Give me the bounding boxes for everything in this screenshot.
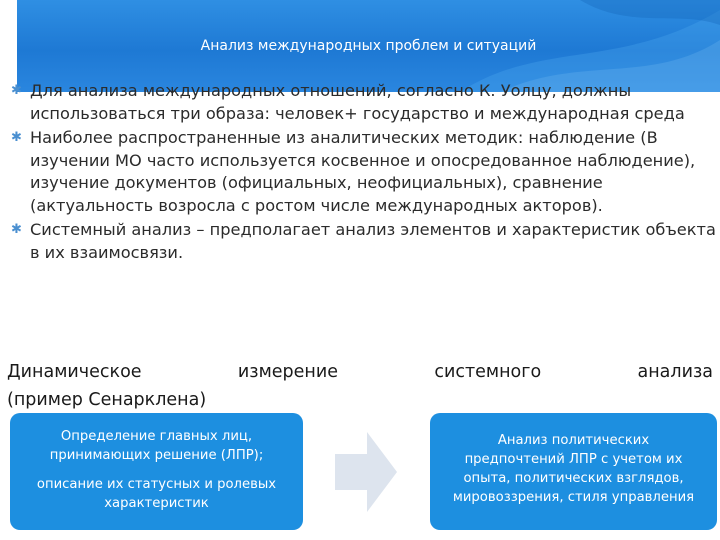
heading-word: системного [434,362,542,382]
heading-word: анализа [637,362,713,382]
right-arrow-icon [335,432,397,512]
box-text: принимающих решение (ЛПР); [49,448,264,463]
heading-line2: (пример Сенарклена) [7,390,207,410]
diagram-box-right [430,413,717,530]
bullet-text: Для анализа международных отношений, согласно К. Уолцу, должны использоваться три образа: человек+ государство и международная среда [30,81,685,123]
slide-title: Анализ международных проблем и ситуаций [200,38,537,54]
asterisk-bullet-icon: ✱ [11,222,22,237]
asterisk-bullet-icon: ✱ [11,83,22,98]
box-text: мировоззрения, стиля управления [452,490,695,505]
bullet-item [10,80,716,125]
heading-word: Динамическое [7,362,142,382]
bullet-item [10,127,716,217]
box-text: описание их статусных и ролевых [36,477,277,492]
bullet-text: Наиболее распространенные из аналитических методик: наблюдение (В изучении МО часто используется косвенное и опосредованное наблюдение), изучение документов (официальных, неофициальных), сравнение (актуальность возросла с ростом числе международных акторов). [30,128,696,215]
heading-word: измерение [237,362,338,382]
box-text: предпочтений ЛПР с учетом их [464,452,683,467]
box-text: характеристик [104,496,209,511]
diagram-box-left [10,413,303,530]
bullet-list [10,80,716,264]
bullet-item [10,219,716,264]
title-bar [17,0,720,92]
bullet-text: Системный анализ – предполагает анализ элементов и характеристик объекта в их взаимосвязи. [30,220,716,262]
box-text: Анализ политических [497,433,650,448]
asterisk-bullet-icon: ✱ [11,130,22,145]
box-text: опыта, политических взглядов, [463,471,684,486]
box-text: Определение главных лиц, [60,429,253,444]
dynamic-heading [7,358,713,414]
